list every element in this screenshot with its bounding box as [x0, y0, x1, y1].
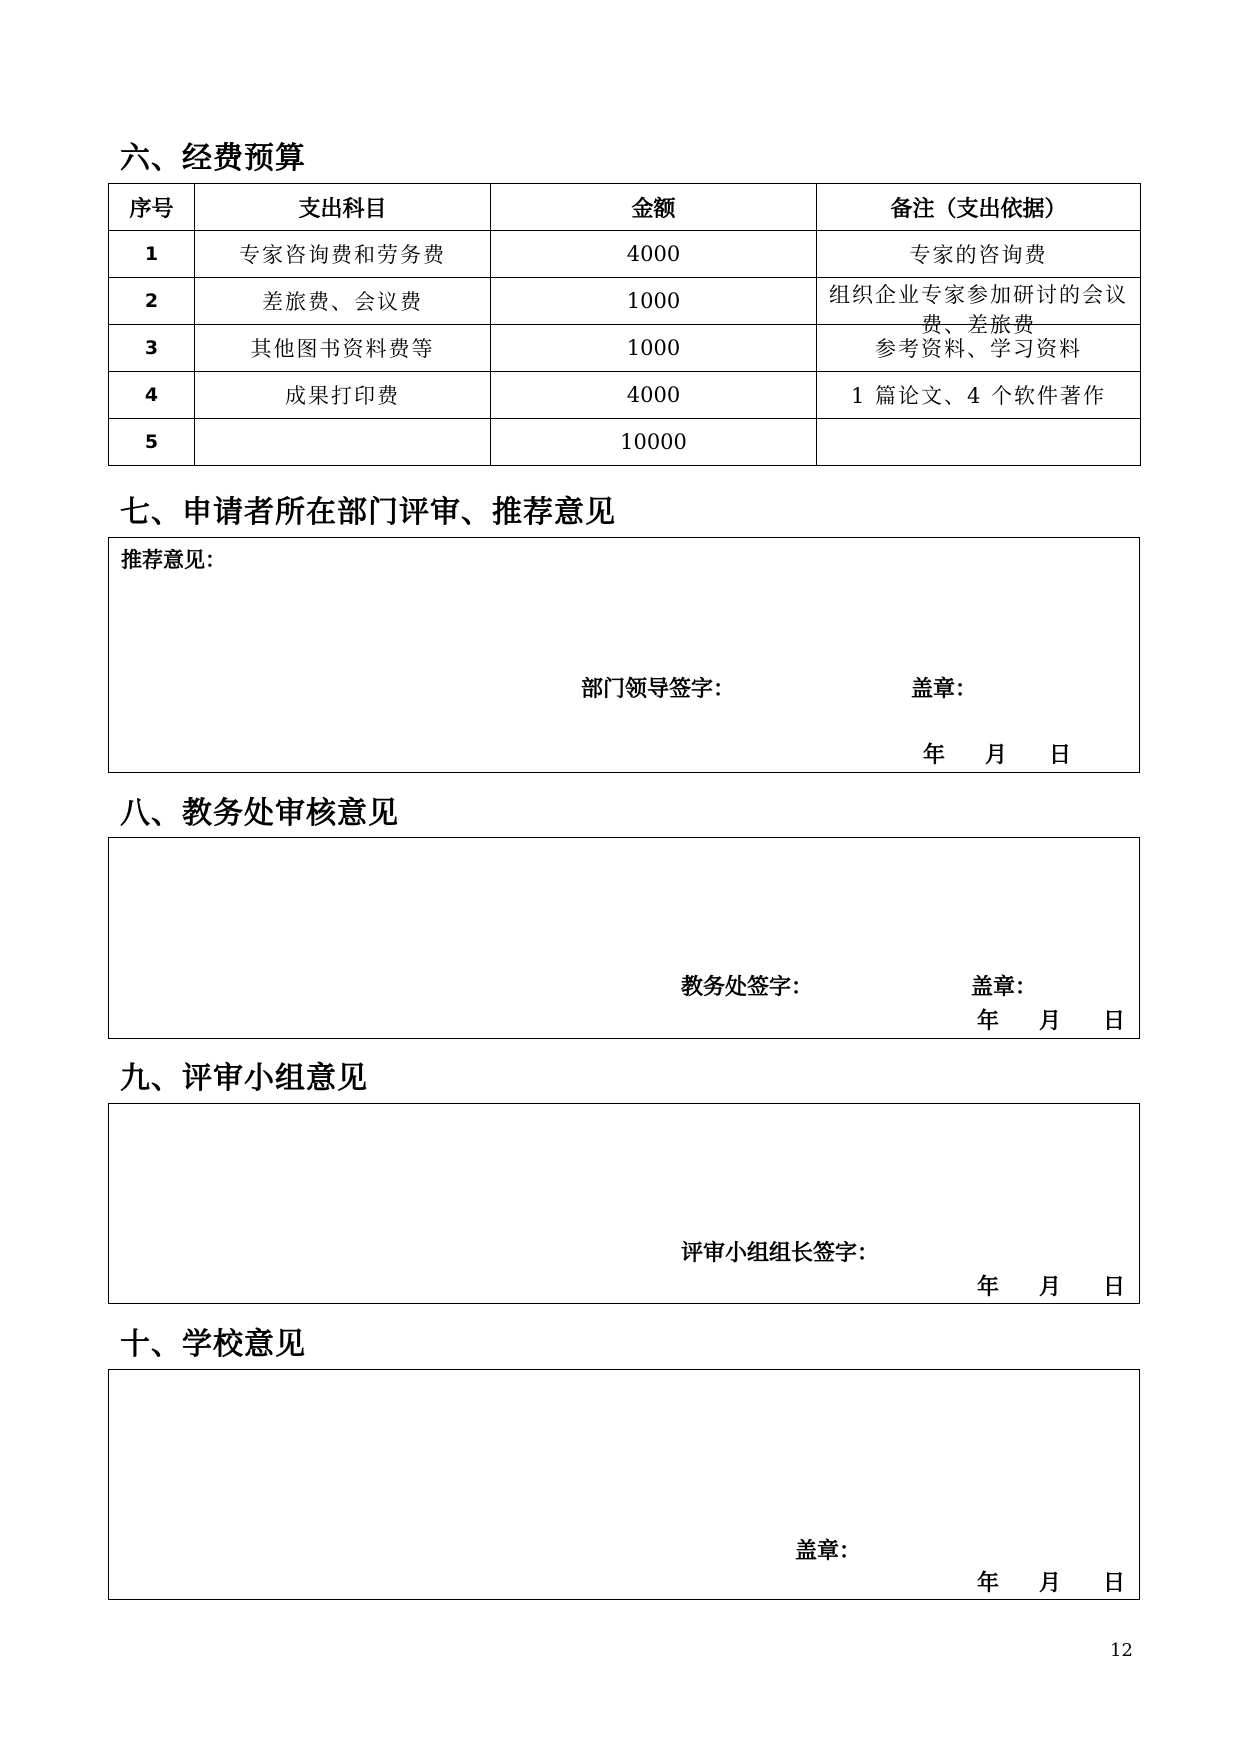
table-row: [109, 372, 1141, 419]
row-amount: 1000: [491, 278, 817, 325]
row-item: [195, 419, 491, 466]
page-number: 12: [1110, 1640, 1133, 1661]
row-no: 1: [109, 231, 195, 278]
row-amount: 10000: [491, 419, 817, 466]
row-amount: 4000: [491, 231, 817, 278]
header-no: 序号: [109, 184, 195, 231]
month-label: 月: [985, 743, 1008, 768]
row-note: [817, 419, 1141, 466]
recommendation-label: 推荐意见：: [121, 548, 226, 572]
table-row: [109, 419, 1141, 466]
row-no: 4: [109, 372, 195, 419]
recommendation-box[interactable]: [108, 537, 1140, 773]
row-item: 其他图书资料费等: [195, 325, 491, 372]
year-label: 年: [977, 1275, 1000, 1300]
row-amount: 1000: [491, 325, 817, 372]
year-label: 年: [923, 743, 946, 768]
section-8-title: 八、教务处审核意见: [120, 796, 399, 831]
academic-affairs-sign-label: 教务处签字：: [681, 975, 814, 1000]
section-10-title: 十、学校意见: [120, 1327, 306, 1362]
row-no: 3: [109, 325, 195, 372]
row-amount: 4000: [491, 372, 817, 419]
year-label: 年: [977, 1571, 1000, 1596]
row-no: 5: [109, 419, 195, 466]
row-no: 2: [109, 278, 195, 325]
section-7-title: 七、申请者所在部门评审、推荐意见: [120, 495, 616, 530]
row-item: 成果打印费: [195, 372, 491, 419]
header-note: 备注（支出依据）: [817, 184, 1141, 231]
table-row: [109, 231, 1141, 278]
header-amount: 金额: [491, 184, 817, 231]
budget-header-row: [109, 184, 1141, 231]
section-6-title: 六、经费预算: [120, 141, 306, 176]
section-9-title: 九、评审小组意见: [120, 1061, 368, 1096]
school-opinion-box[interactable]: [108, 1369, 1140, 1600]
month-label: 月: [1039, 1571, 1062, 1596]
dept-leader-sign-label: 部门领导签字：: [581, 677, 736, 702]
day-label: 日: [1103, 1275, 1126, 1300]
table-row: [109, 278, 1141, 325]
month-label: 月: [1039, 1009, 1062, 1034]
month-label: 月: [1039, 1275, 1062, 1300]
seal-label: 盖章：: [795, 1539, 862, 1564]
review-panel-box[interactable]: [108, 1103, 1140, 1304]
day-label: 日: [1049, 743, 1072, 768]
row-item: 专家咨询费和劳务费: [195, 231, 491, 278]
academic-affairs-box[interactable]: [108, 837, 1140, 1039]
row-item: 差旅费、会议费: [195, 278, 491, 325]
panel-leader-sign-label: 评审小组组长签字：: [681, 1241, 880, 1266]
seal-label: 盖章：: [911, 677, 978, 702]
seal-label: 盖章：: [971, 975, 1038, 1000]
header-item: 支出科目: [195, 184, 491, 231]
row-note: 参考资料、学习资料: [817, 325, 1141, 372]
budget-table: [108, 183, 1141, 466]
row-note: 组织企业专家参加研讨的会议费、差旅费: [829, 283, 1128, 337]
year-label: 年: [977, 1009, 1000, 1034]
row-note: 1 篇论文、4 个软件著作: [817, 372, 1141, 419]
row-note: 专家的咨询费: [817, 231, 1141, 278]
day-label: 日: [1103, 1009, 1126, 1034]
day-label: 日: [1103, 1571, 1126, 1596]
